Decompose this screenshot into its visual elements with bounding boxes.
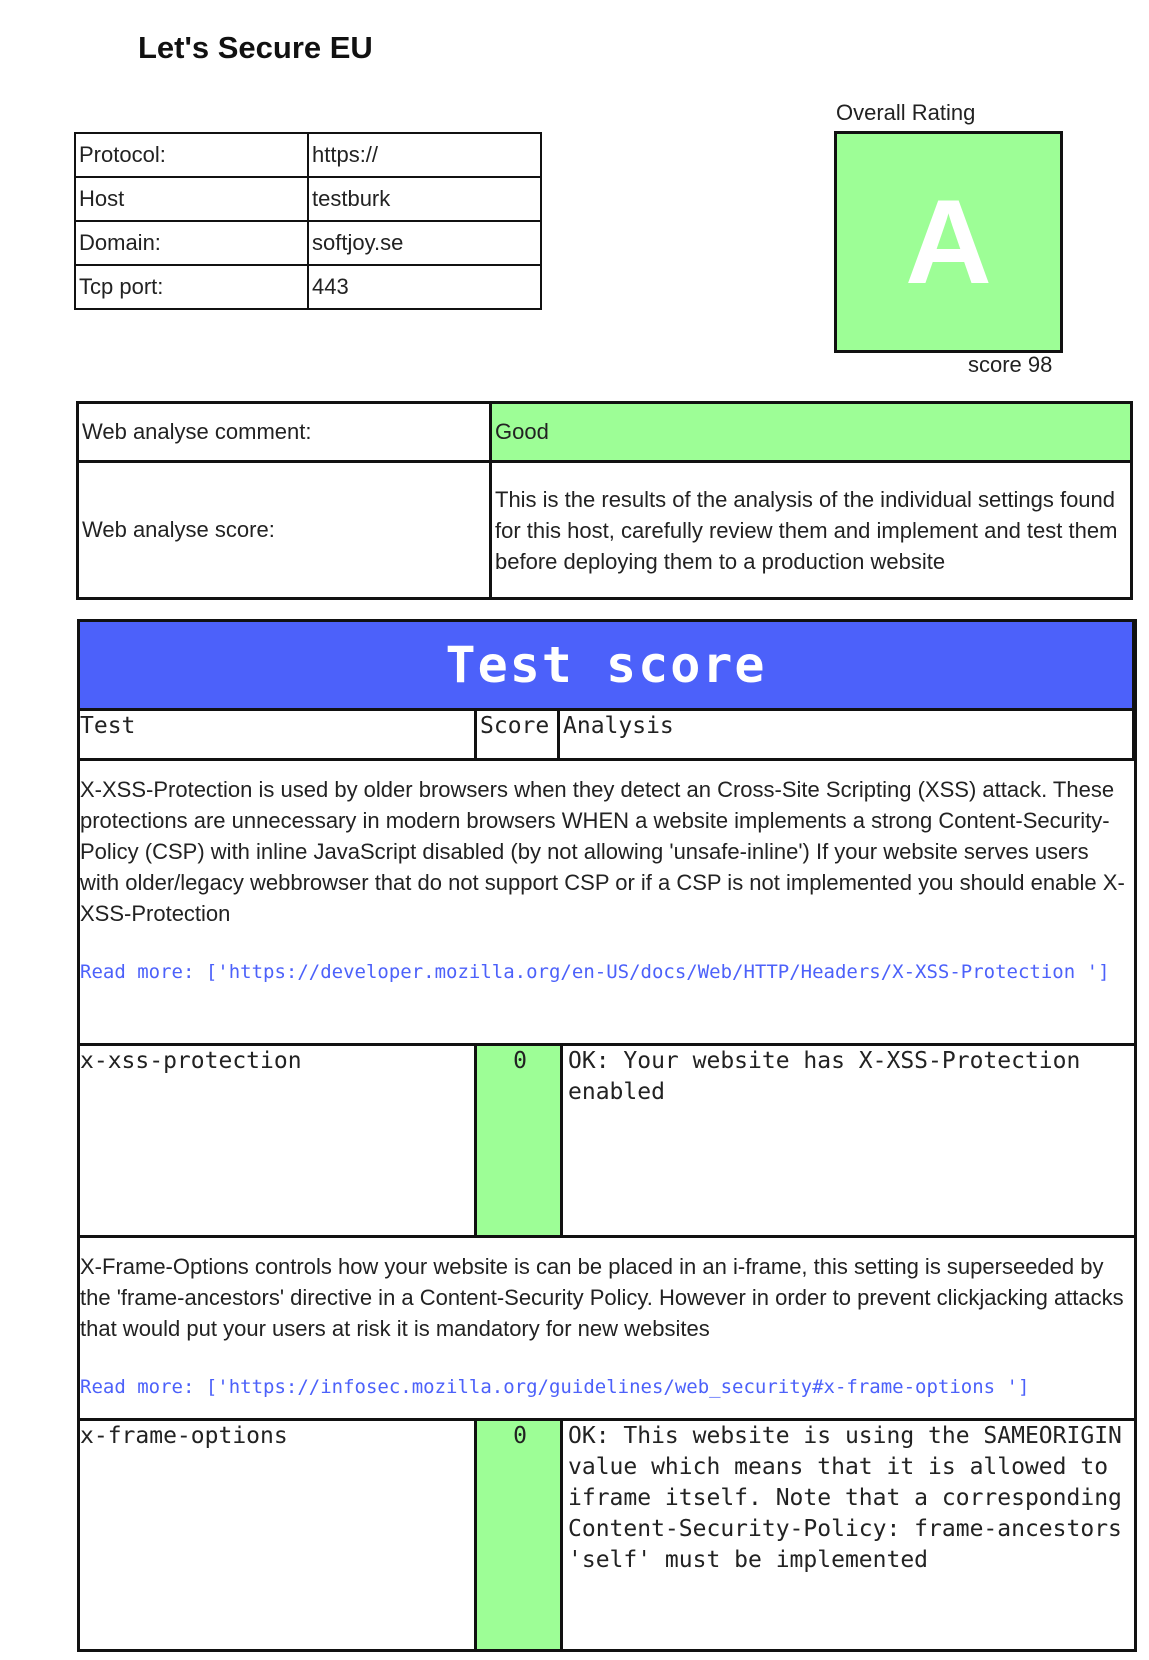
web-analyse-comment-value: Good [491,403,1132,462]
host-info-table [74,132,542,310]
read-more-link[interactable]: Read more: ['https://developer.mozilla.org/en-US/docs/Web/HTTP/Headers/X-XSS-Protection '] [80,961,1110,983]
info-row-domain [75,221,541,265]
web-analyse-comment-label: Web analyse comment: [78,403,491,462]
test-score-heading [77,619,1135,711]
protocol-value: https:// [308,133,541,177]
rating-score: score 98 [968,352,1053,377]
column-header-score: Score [477,711,560,761]
port-label: Tcp port: [75,265,308,309]
domain-value: softjoy.se [308,221,541,265]
info-row-protocol [75,133,541,177]
test-name-xss: x-xss-protection [80,1048,302,1074]
web-analyse-score-label: Web analyse score: [78,462,491,599]
test-analysis-xss: OK: Your website has X-XSS-Protection enabled [568,1048,1081,1105]
row-divider [77,1235,1135,1238]
rating-grade: A [905,175,992,309]
test-description-xss [80,774,1125,988]
test-score-xss: 0 [474,1046,563,1235]
web-analyse-comment-row [78,403,1132,462]
test-score-frame: 0 [474,1421,563,1649]
domain-label: Domain: [75,221,308,265]
web-analyse-score-row [78,462,1132,599]
page-title: Let's Secure EU [138,30,373,65]
test-description-text: X-Frame-Options controls how your website is can be placed in an i-frame, this setting is superseeded by the 'frame-ancestors' directive in a Content-Security Policy. However in order to prevent clickjacking attacks that would put your users at risk it is mandatory for new websites [80,1254,1124,1341]
web-analyse-table [76,401,1133,600]
read-more-link[interactable]: Read more: ['https://infosec.mozilla.org/guidelines/web_security#x-frame-options '] [80,1376,1030,1398]
web-analyse-score-text: This is the results of the analysis of the individual settings found for this host, carefully review them and implement and test them before deploying them to a production website [491,462,1132,599]
test-name-frame: x-frame-options [80,1423,288,1449]
host-value: testburk [308,177,541,221]
test-score-heading-text: Test score [445,636,767,694]
protocol-label: Protocol: [75,133,308,177]
column-header-analysis: Analysis [560,711,1135,761]
info-row-port [75,265,541,309]
column-header-test: Test [77,711,477,761]
port-value: 443 [308,265,541,309]
host-label: Host [75,177,308,221]
overall-rating-label: Overall Rating [836,100,976,125]
test-analysis-frame: OK: This website is using the SAMEORIGIN value which means that it is allowed to iframe itself. Note that a corresponding Content-Security-Policy: frame-ancestors 'self' must be implemented [568,1423,1122,1573]
overall-rating-box [834,131,1063,353]
test-description-text: X-XSS-Protection is used by older browsers when they detect an Cross-Site Scripting (XSS) attack. These protections are unnecessary in modern browsers WHEN a website implements a strong Content-Security-Policy (CSP) with inline JavaScript disabled (by not allowing 'unsafe-inline') If your website serves users with older/legacy webbrowser that do not support CSP or if a CSP is not implemented you should enable X-XSS-Protection [80,777,1125,926]
info-row-host [75,177,541,221]
test-description-frame [80,1251,1125,1403]
